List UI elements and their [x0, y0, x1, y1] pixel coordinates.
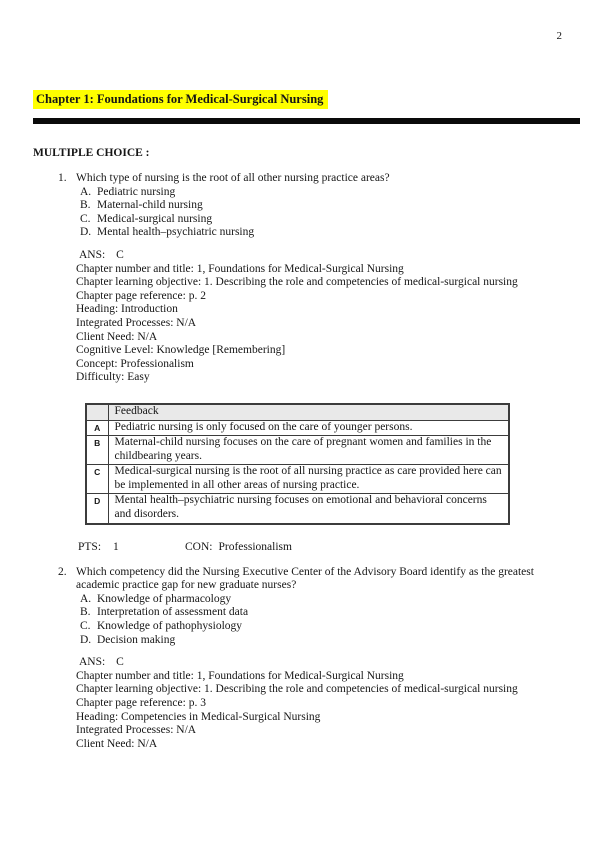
option-a: [33, 186, 565, 200]
feedback-row-text: Pediatric nursing is only focused on the care of younger persons.: [108, 420, 509, 436]
option-letter: D.: [80, 226, 92, 239]
option-letter: C.: [80, 212, 91, 225]
chapter-heading: [33, 90, 565, 109]
metadata-line: Chapter learning objective: 1. Describing the role and competencies of medical-surgical nursing: [76, 276, 518, 289]
metadata-line: Chapter number and title: 1, Foundations for Medical-Surgical Nursing: [76, 669, 404, 682]
option-letter: A.: [80, 185, 92, 198]
question-number: 1.: [58, 172, 67, 184]
metadata-line: Integrated Processes: N/A: [76, 724, 197, 737]
metadata-line: Client Need: N/A: [76, 737, 158, 750]
table-row: [86, 465, 509, 494]
chapter-heading-highlight: Chapter 1: Foundations for Medical-Surgical Nursing: [33, 90, 328, 109]
question-line: [33, 566, 565, 593]
answer-value: C: [116, 248, 124, 261]
answer-block-2: [76, 656, 565, 751]
question-text: Which competency did the Nursing Executive Center of the Advisory Board identify as the greatest academic practice gap for new graduate nurses?: [76, 565, 534, 592]
metadata-line: Chapter number and title: 1, Foundations for Medical-Surgical Nursing: [76, 262, 404, 275]
metadata-line: Cognitive Level: Knowledge [Remembering]: [76, 344, 286, 357]
feedback-row-letter: C: [86, 465, 108, 494]
option-text: Knowledge of pathophysiology: [97, 620, 243, 633]
metadata-line: Difficulty: Easy: [76, 371, 150, 384]
option-c: [33, 213, 565, 227]
option-d: [33, 226, 565, 240]
option-letter: A.: [80, 592, 92, 605]
metadata-line: Concept: Professionalism: [76, 357, 194, 370]
feedback-header-cell: Feedback: [108, 404, 509, 420]
answer-line: [76, 656, 565, 670]
metadata-line: Client Need: N/A: [76, 330, 158, 343]
table-row: [86, 494, 509, 524]
option-text: Mental health–psychiatric nursing: [97, 226, 255, 239]
metadata-line: Heading: Competencies in Medical-Surgical Nursing: [76, 710, 321, 723]
table-row: [86, 436, 509, 465]
table-row: [86, 420, 509, 436]
option-text: Knowledge of pharmacology: [97, 592, 232, 605]
option-letter: C.: [80, 620, 91, 633]
pts-value: 1: [113, 540, 119, 553]
section-title: MULTIPLE CHOICE :: [33, 147, 150, 159]
option-d: [33, 634, 565, 648]
question-line: [33, 172, 565, 186]
option-text: Interpretation of assessment data: [97, 606, 249, 619]
feedback-header-letter-cell: [86, 404, 108, 420]
option-b: [33, 199, 565, 213]
answer-value: C: [116, 656, 124, 669]
pts-label: PTS:: [78, 540, 102, 553]
metadata-line: Chapter learning objective: 1. Describing the role and competencies of medical-surgical nursing: [76, 683, 518, 696]
option-text: Maternal-child nursing: [97, 199, 203, 212]
option-letter: B.: [80, 199, 91, 212]
feedback-row-text: Medical-surgical nursing is the root of all nursing practice as care provided here can be implemented in all other areas of nursing practice.: [108, 465, 509, 494]
section-divider: [33, 118, 580, 124]
feedback-header-row: [86, 404, 509, 420]
page-number: 2: [556, 30, 562, 42]
option-text: Pediatric nursing: [97, 185, 176, 198]
metadata-line: Integrated Processes: N/A: [76, 316, 197, 329]
metadata-line: Chapter page reference: p. 3: [76, 697, 206, 709]
feedback-row-text: Mental health–psychiatric nursing focuses on emotional and behavioral concerns and disorders.: [108, 494, 509, 524]
option-letter: B.: [80, 606, 91, 619]
answer-line: [76, 249, 565, 263]
answer-block-1: [76, 249, 565, 385]
option-b: [33, 606, 565, 620]
feedback-row-letter: A: [86, 420, 108, 436]
answer-label: ANS:: [79, 656, 106, 669]
con-label: CON:: [185, 540, 213, 553]
question-1: [33, 172, 565, 554]
option-text: Medical-surgical nursing: [97, 212, 213, 225]
question-number: 2.: [58, 565, 67, 578]
feedback-row-text: Maternal-child nursing focuses on the care of pregnant women and families in the childbearing years.: [108, 436, 509, 465]
feedback-row-letter: B: [86, 436, 108, 465]
option-c: [33, 620, 565, 634]
metadata-line: Heading: Introduction: [76, 303, 178, 316]
answer-label: ANS:: [79, 248, 106, 261]
feedback-table: [85, 403, 510, 525]
option-letter: D.: [80, 633, 92, 646]
con-value: Professionalism: [218, 540, 292, 553]
feedback-row-letter: D: [86, 494, 108, 524]
question-2: [33, 566, 565, 752]
pts-line: [78, 540, 565, 554]
option-a: [33, 593, 565, 607]
metadata-line: Chapter page reference: p. 2: [76, 289, 206, 302]
option-text: Decision making: [97, 633, 176, 646]
question-text: Which type of nursing is the root of all other nursing practice areas?: [76, 172, 390, 184]
